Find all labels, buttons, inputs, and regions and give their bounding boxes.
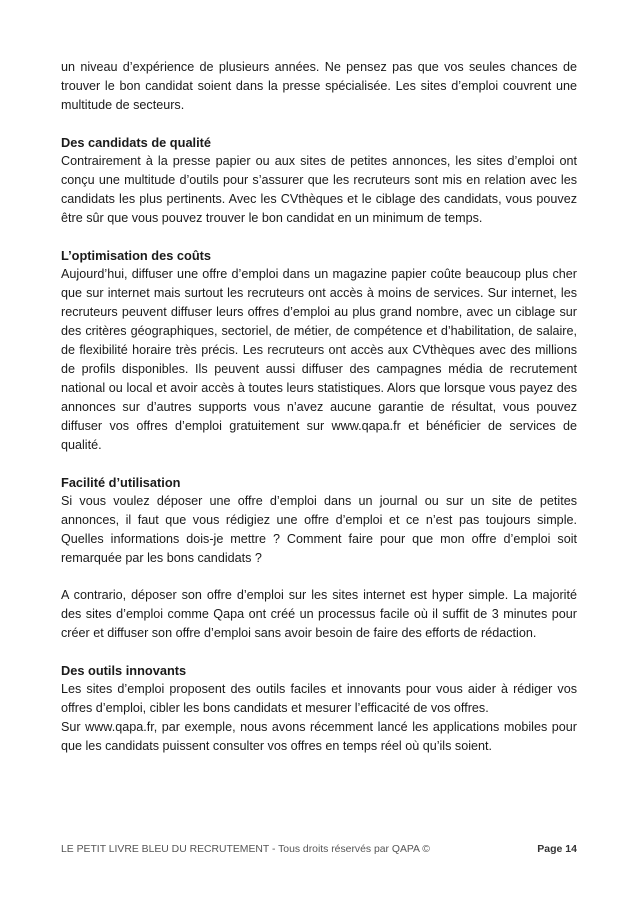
section-spacer (61, 228, 577, 246)
page-footer (61, 843, 577, 855)
section-candidats (61, 133, 577, 228)
section-paragraph: Contrairement à la presse papier ou aux sites de petites annonces, les sites d’emploi ont conçu une multitude d’outils pour s’assurer que les recruteurs sont mis en relation avec les candidats les plus pertinents. Avec les CVthèques et le ciblage des candidats, vous pouvez être sûr que vous pouvez trouver le bon candidat en un minimum de temps. (61, 154, 577, 225)
section-paragraph: Si vous voulez déposer une offre d’emploi dans un journal ou sur un site de petites annonces, il faut que vous rédigiez une offre d’emploi et ce n’est pas toujours simple. Quelles informations dois-je mettre ? Comment faire pour que mon offre d’emploi soit remarquée par les bons candidats ? (61, 494, 577, 565)
paragraph-spacer (61, 568, 577, 586)
footer-copyright: LE PETIT LIVRE BLEU DU RECRUTEMENT - Tous droits réservés par QAPA © (61, 844, 430, 855)
section-heading: Des outils innovants (61, 663, 187, 678)
section-spacer (61, 115, 577, 133)
section-heading: L’optimisation des coûts (61, 248, 212, 263)
section-outils (61, 661, 577, 756)
page-number: Page 14 (537, 843, 577, 855)
page-body (61, 58, 577, 756)
section-spacer (61, 643, 577, 661)
section-paragraph: Aujourd’hui, diffuser une offre d’emploi dans un magazine papier coûte beaucoup plus cher que sur internet mais surtout les recruteurs ont accès à moins de services. Sur internet, les recruteurs peuvent diffuser leurs offres d’emploi au plus grand nombre, avec un ciblage sur des critères géographiques, sectoriel, de métier, de compétence et d’habilitation, de salaire, de flexibilité horaire très précis. Les recruteurs ont accès aux CVthèques avec des millions de profils disponibles. Ils peuvent aussi diffuser des campagnes média de recrutement national ou local et avoir accès à toutes leurs statistiques. Alors que lorsque vous payez des annonces sur d’autres supports vous n’avez aucune garantie de résultat, vous pouvez diffuser vos offres d’emploi gratuitement sur www.qapa.fr et bénéficier de services de qualité. (61, 267, 577, 452)
section-paragraph: A contrario, déposer son offre d’emploi sur les sites internet est hyper simple. La majorité des sites d’emploi comme Qapa ont créé un processus facile où il suffit de 3 minutes pour créer et diffuser son offre d’emploi sans avoir besoin de faire des efforts de rédaction. (61, 588, 577, 640)
section-heading: Facilité d’utilisation (61, 475, 181, 490)
section-paragraph: Sur www.qapa.fr, par exemple, nous avons récemment lancé les applications mobiles pour que les candidats puissent consulter vos offres en temps réel où qu’ils soient. (61, 720, 577, 753)
section-heading: Des candidats de qualité (61, 135, 212, 150)
intro-paragraph: un niveau d’expérience de plusieurs années. Ne pensez pas que vos seules chances de trouver le bon candidat soient dans la presse spécialisée. Les sites d’emploi couvrent une multitude de secteurs. (61, 60, 577, 112)
section-couts (61, 246, 577, 455)
section-paragraph: Les sites d’emploi proposent des outils faciles et innovants pour vous aider à rédiger vos offres d’emploi, cibler les bons candidats et mesurer l’efficacité de vos offres. (61, 682, 577, 715)
section-facilite (61, 473, 577, 643)
section-spacer (61, 455, 577, 473)
